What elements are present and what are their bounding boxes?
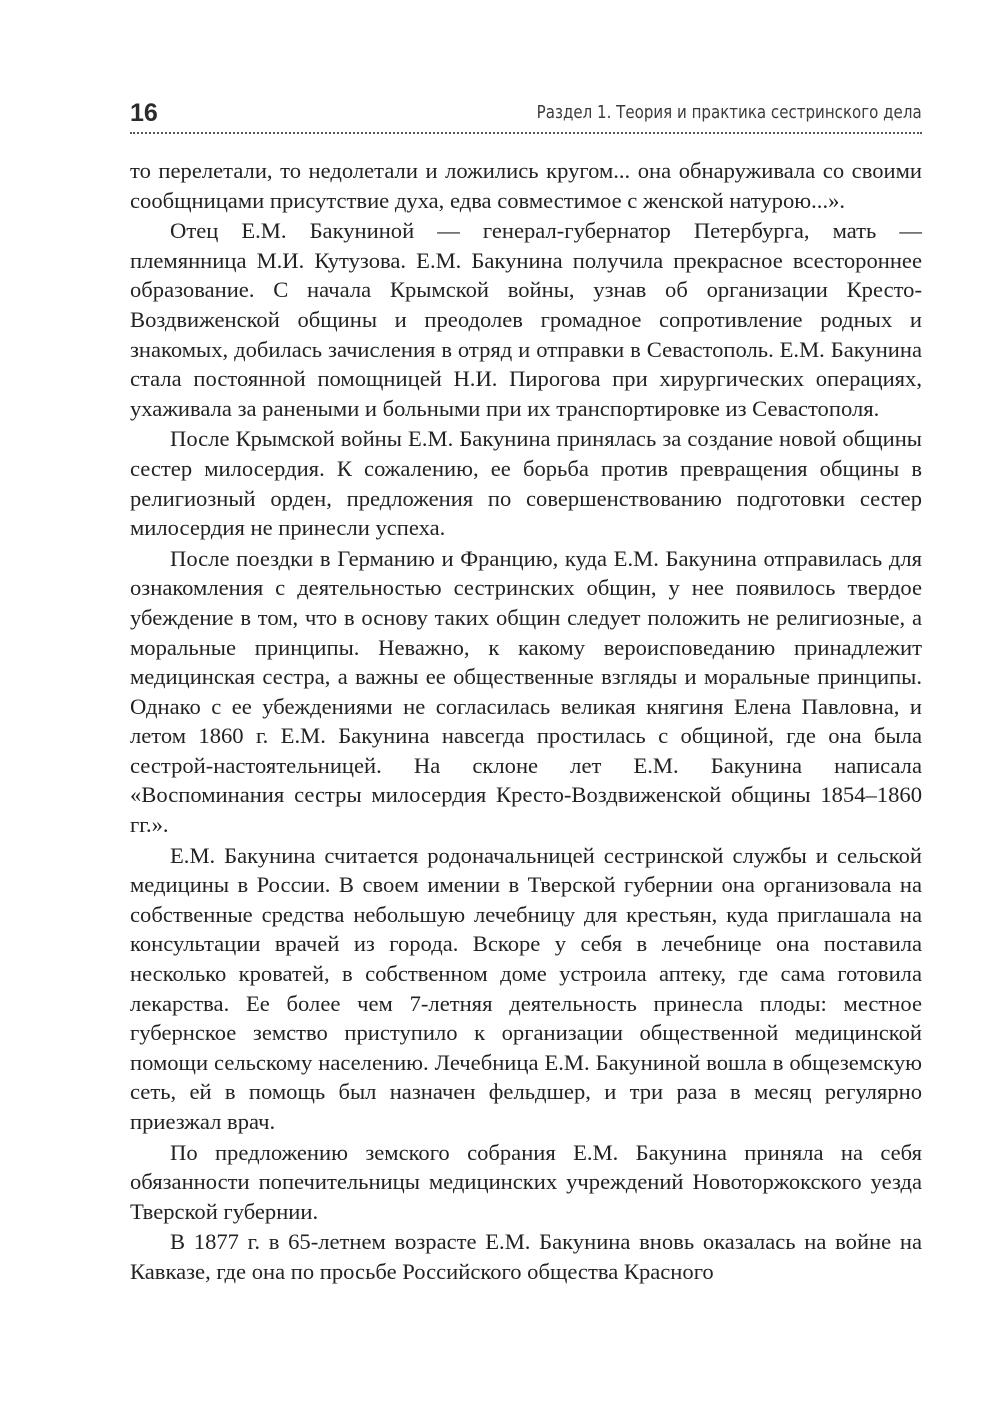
paragraph: После поездки в Германию и Францию, куда Е.М. Бакунина отправилась для ознакомления с деятельностью сестринских общин, у нее появилось твердое убеждение в том, что в основу таких общин следует положить не религиозные, а моральные принципы. Неважно, к какому вероисповеданию принадлежит медицинская сестра, а важны ее общественные взгляды и моральные принципы. Однако с ее убеждениями не согласилась великая княгиня Елена Павловна, и летом 1860 г. Е.М. Бакунина навсегда простилась с общиной, где она была сестрой-настоятельницей. На склоне лет Е.М. Бакунина написала «Воспоминания сестры милосердия Кресто-Воздвиженской общины 1854–1860 гг.».: [130, 545, 922, 838]
paragraph: Е.М. Бакунина считается родоначальницей сестринской службы и сельской медицины в России. В своем имении в Тверской губернии она организовала на собственные средства небольшую лечебницу для крестьян, куда приглашала на консультации врачей из города. Вскоре у себя в лечебнице она поставила несколько кроватей, в собственном доме устроила аптеку, где сама готовила лекарства. Ее более чем 7-летняя деятельность принесла плоды: местное губернское земство приступило к организации общественной медицинской помощи сельскому населению. Лечебница Е.М. Бакуниной вошла в общеземскую сеть, ей в помощь был назначен фельдшер, и три раза в месяц регулярно приезжал врач.: [130, 842, 922, 1134]
paragraph-continued: то перелетали, то недолетали и ложились кругом... она обнаруживала со своими сообщницами присутствие духа, едва совместимое с женской натурою...».: [130, 158, 922, 213]
body-text: [130, 156, 922, 1287]
header-dotted-rule: [130, 132, 922, 134]
paragraph: После Крымской войны Е.М. Бакунина принялась за создание новой общины сестер милосердия. К сожалению, ее борьба против превращения общины в религиозный орден, предложения по совершенствованию подготовки сестер милосердия не принесли успеха.: [130, 426, 922, 541]
section-title: Раздел 1. Теория и практика сестринского дела: [537, 103, 922, 123]
page-number: 16: [130, 99, 158, 127]
paragraph: В 1877 г. в 65-летнем возрасте Е.М. Бакунина вновь оказалась на войне на Кавказе, где она по просьбе Российского общества Красного: [130, 1229, 922, 1284]
running-header: [130, 96, 922, 136]
paragraph: Отец Е.М. Бакуниной — генерал-губернатор Петербурга, мать — племянница М.И. Кутузова. Е.М. Бакунина получила прекрасное всестороннее образование. С начала Крымской войны, узнав об организации Кресто-Воздвиженской общины и преодолев громадное сопротивление родных и знакомых, добилась зачисления в отряд и отправки в Севастополь. Е.М. Бакунина стала постоянной помощницей Н.И. Пирогова при хирургических операциях, ухаживала за ранеными и больными при их транспортировке из Севастополя.: [130, 218, 922, 421]
paragraph: По предложению земского собрания Е.М. Бакунина приняла на себя обязанности попечительницы медицинских учреждений Новоторжокского уезда Тверской губернии.: [130, 1139, 922, 1224]
